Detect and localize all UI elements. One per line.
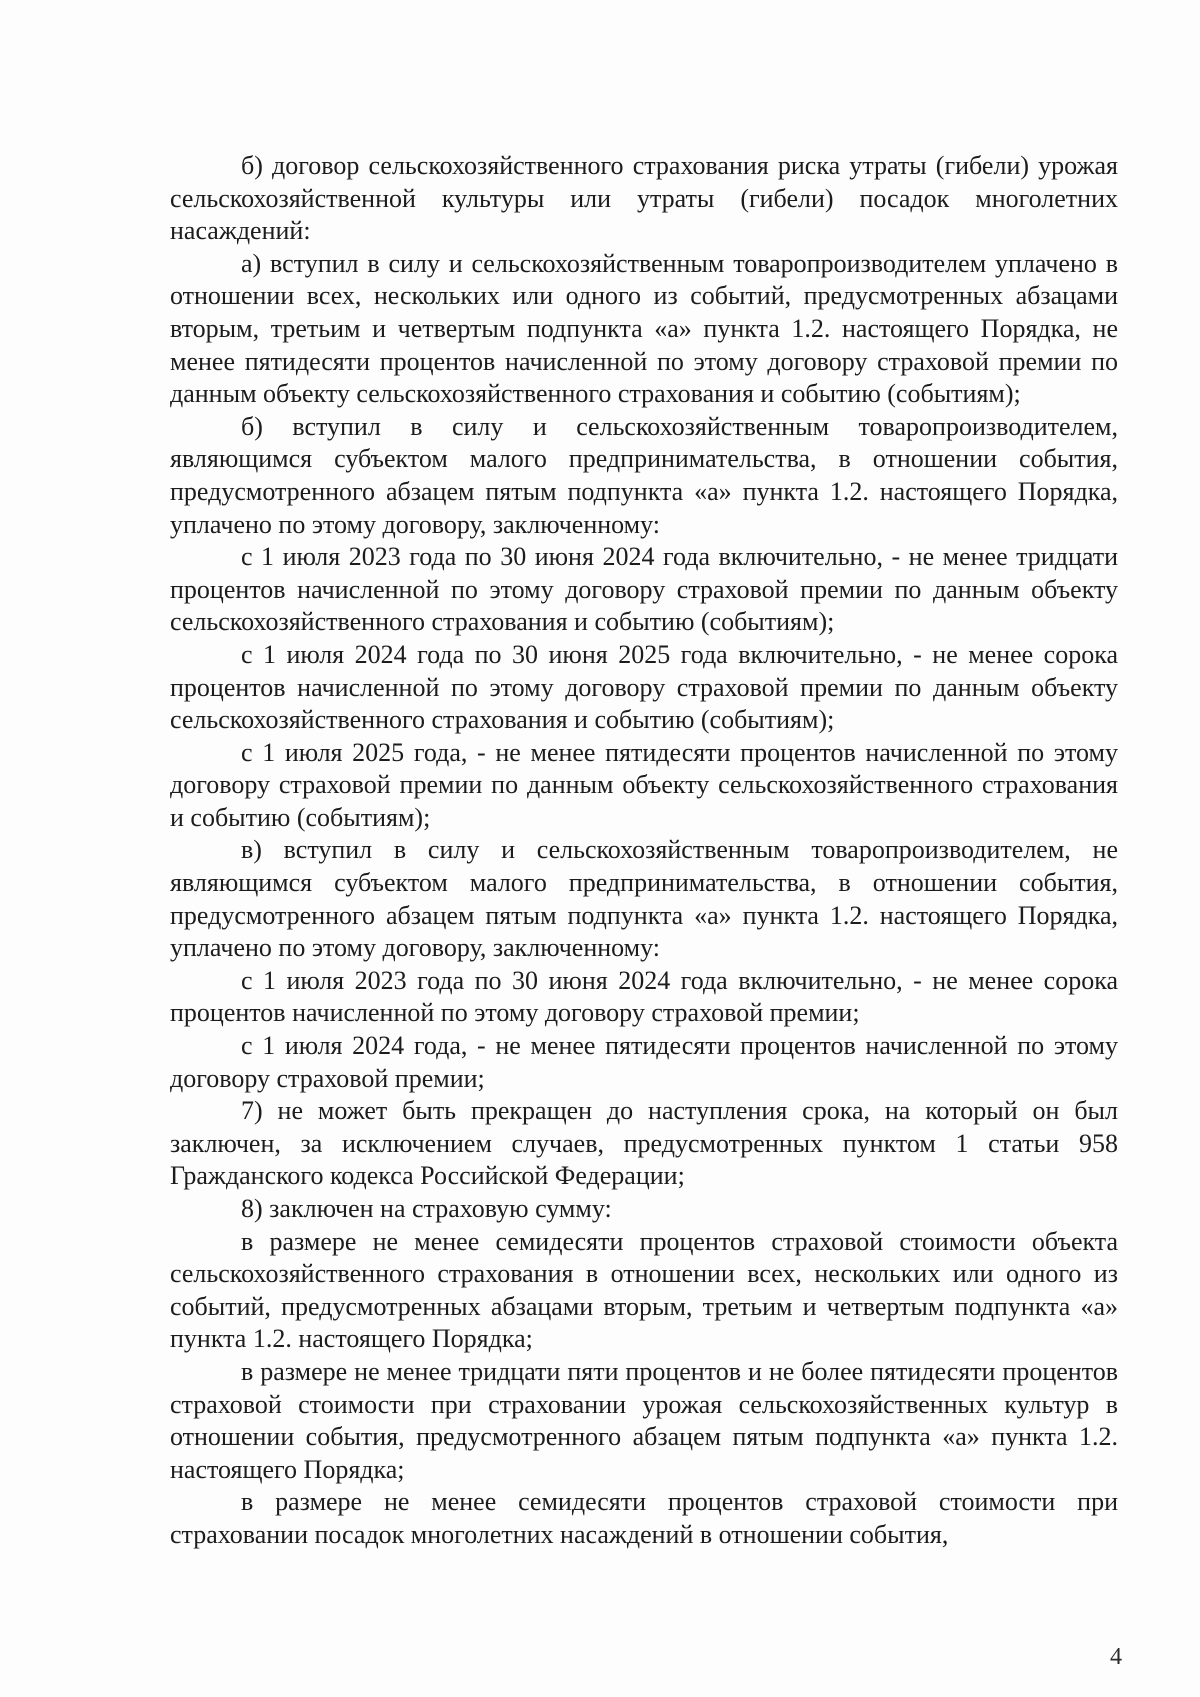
paragraph-sum-seventy: в размере не менее семидесяти процентов страховой стоимости объекта сельскохозяйственного страхования в отношении всех, нескольких или одного из событий, предусмотренных абзацами вторым, третьим и четвертым подпункта «а» пункта 1.2. настоящего Порядка; <box>170 1226 1118 1354</box>
paragraph-period-2025: с 1 июля 2025 года, - не менее пятидесяти процентов начисленной по этому договору страховой премии по данным объекту сельскохозяйственного страхования и событию (событиям); <box>170 737 1118 832</box>
paragraph-item-7: 7) не может быть прекращен до наступления срока, на который он был заключен, за исключением случаев, предусмотренных пунктом 1 статьи 958 Гражданского кодекса Российской Федерации; <box>170 1096 1118 1191</box>
paragraph-a-entered-force: а) вступил в силу и сельскохозяйственным товаропроизводителем уплачено в отношении всех, нескольких или одного из событий, предусмотренных абзацами вторым, третьим и четвертым подпункта «а» пункта 1.2. настоящего Порядка, не менее пятидесяти процентов начисленной по этому договору страховой премии по данным объекту сельскохозяйственного страхования и событию (событиям); <box>170 248 1118 409</box>
paragraph-period-2023-2024: с 1 июля 2023 года по 30 июня 2024 года включительно, - не менее тридцати процентов начисленной по этому договору страховой премии по данным объекту сельскохозяйственного страхования и событию (событиям); <box>170 542 1118 637</box>
page-number: 4 <box>1110 1644 1122 1670</box>
paragraph-b-small-business: б) вступил в силу и сельскохозяйственным товаропроизводителем, являющимся субъектом малого предпринимательства, в отношении события, предусмотренного абзацем пятым подпункта «а» пункта 1.2. настоящего Порядка, уплачено по этому договору, заключенному: <box>170 411 1118 539</box>
paragraph-period-2024-2025: с 1 июля 2024 года по 30 июня 2025 года включительно, - не менее сорока процентов начисленной по этому договору страховой премии по данным объекту сельскохозяйственного страхования и событию (событиям); <box>170 639 1118 735</box>
paragraph-period-2024-fifty: с 1 июля 2024 года, - не менее пятидесяти процентов начисленной по этому договору страховой премии; <box>170 1031 1118 1093</box>
paragraph-b-contract: б) договор сельскохозяйственного страхования риска утраты (гибели) урожая сельскохозяйственной культуры или утраты (гибели) посадок многолетних насаждений: <box>170 151 1118 246</box>
paragraph-sum-perennial: в размере не менее семидесяти процентов страховой стоимости при страховании посадок многолетних насаждений в отношении события, <box>170 1487 1118 1549</box>
paragraph-period-2023-2024-forty: с 1 июля 2023 года по 30 июня 2024 года включительно, - не менее сорока процентов начисленной по этому договору страховой премии; <box>170 965 1118 1028</box>
document-body <box>170 150 1118 1552</box>
paragraph-sum-thirty-five: в размере не менее тридцати пяти процентов и не более пятидесяти процентов страховой стоимости при страховании урожая сельскохозяйственных культур в отношении события, предусмотренного абзацем пятым подпункта «а» пункта 1.2. настоящего Порядка; <box>170 1356 1118 1484</box>
paragraph-v-not-small-business: в) вступил в силу и сельскохозяйственным товаропроизводителем, не являющимся субъектом малого предпринимательства, в отношении события, предусмотренного абзацем пятым подпункта «а» пункта 1.2. настоящего Порядка, уплачено по этому договору, заключенному: <box>170 835 1118 963</box>
paragraph-item-8: 8) заключен на страховую сумму: <box>241 1194 612 1223</box>
